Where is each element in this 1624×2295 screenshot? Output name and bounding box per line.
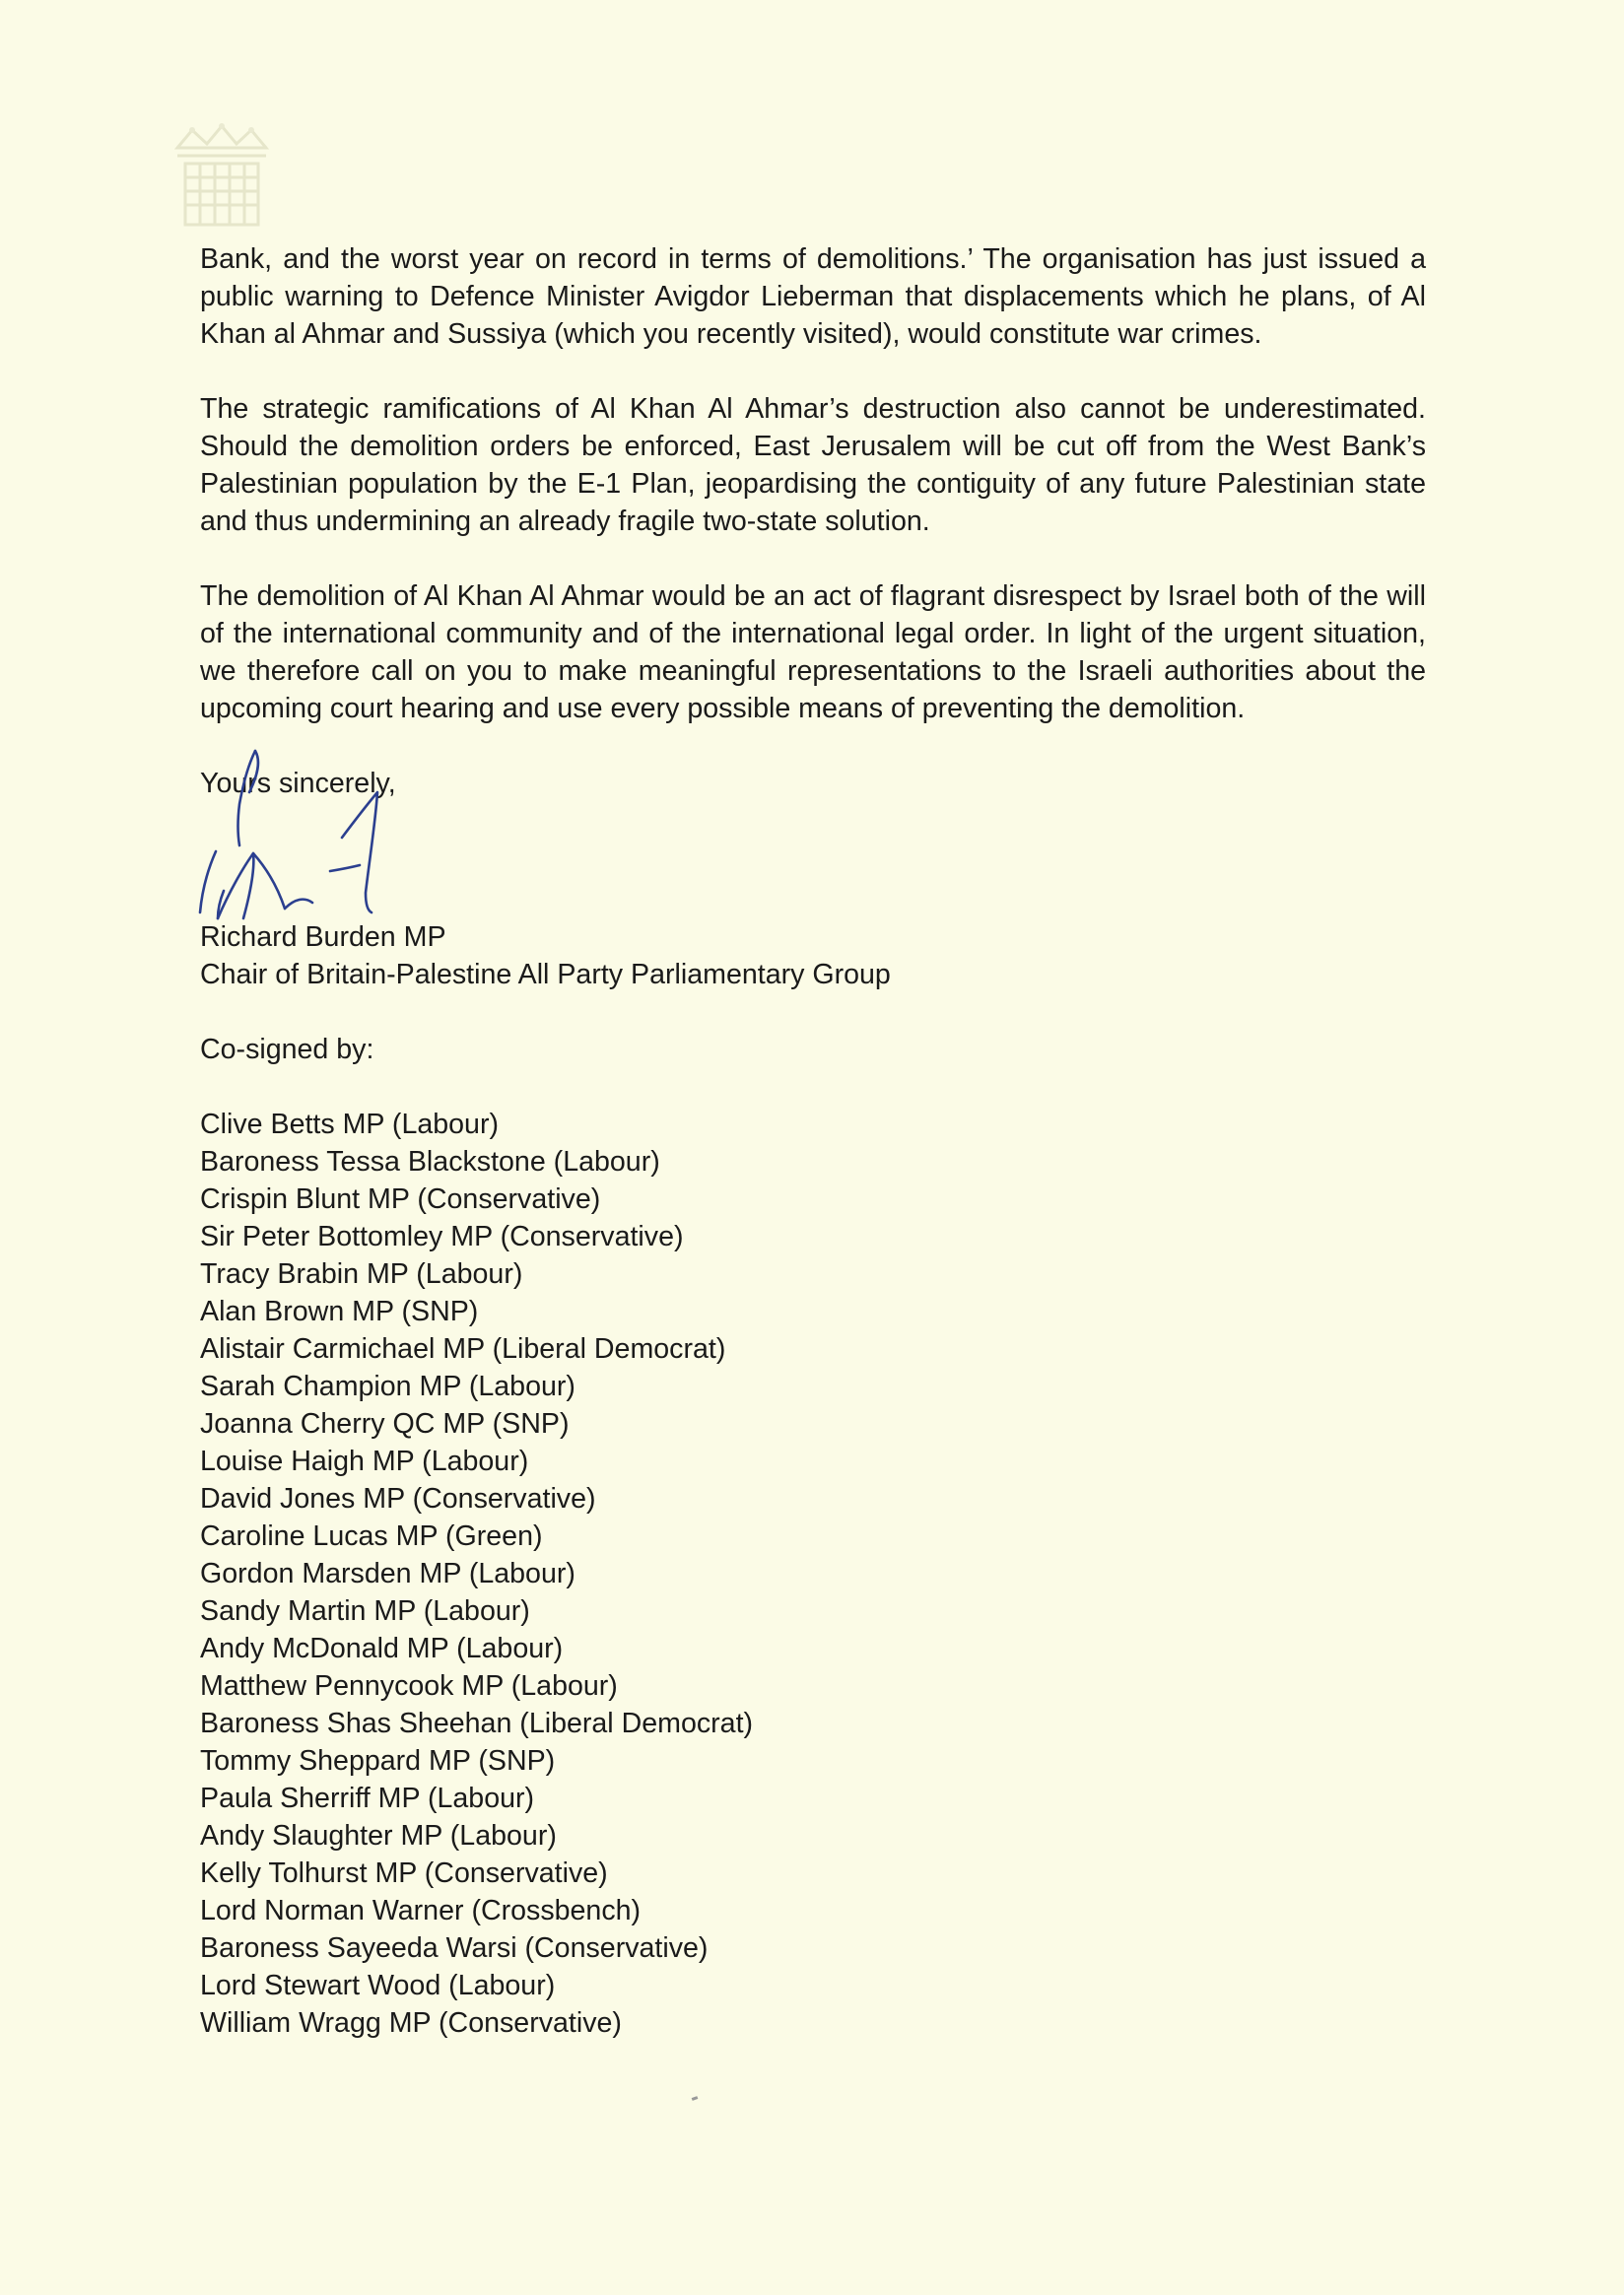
cosigner-item: Sandy Martin MP (Labour) — [200, 1595, 530, 1627]
cosigner-item: Matthew Pennycook MP (Labour) — [200, 1670, 618, 1702]
cosigner-item: Andy McDonald MP (Labour) — [200, 1633, 564, 1664]
cosigner-item: Alistair Carmichael MP (Liberal Democrat) — [200, 1333, 726, 1365]
letter-body — [200, 240, 1426, 2042]
cosigned-label: Co-signed by: — [200, 1034, 374, 1065]
cosigner-item: Paula Sherriff MP (Labour) — [200, 1783, 535, 1814]
signature-area — [200, 802, 1426, 918]
cosigner-item: Gordon Marsden MP (Labour) — [200, 1558, 575, 1589]
cosigner-item: Sarah Champion MP (Labour) — [200, 1371, 575, 1402]
cosigner-item: Sir Peter Bottomley MP (Conservative) — [200, 1221, 684, 1252]
closing-salutation: Yours sincerely, — [200, 768, 396, 799]
cosigner-item: Kelly Tolhurst MP (Conservative) — [200, 1857, 608, 1889]
cosigner-item: Baroness Shas Sheehan (Liberal Democrat) — [200, 1708, 754, 1739]
cosigner-item: Baroness Tessa Blackstone (Labour) — [200, 1146, 660, 1178]
cosigner-item: Tracy Brabin MP (Labour) — [200, 1258, 523, 1290]
cosigner-item: Caroline Lucas MP (Green) — [200, 1520, 543, 1552]
paragraph-3: The demolition of Al Khan Al Ahmar would be an act of flagrant disrespect by Israel both of the will of the international community and of the international legal order. In light of the urgent situation, we therefore call on you to make meaningful representations to the Israeli authorities about the upcoming court hearing and use every possible means of preventing the demolition. — [200, 580, 1426, 724]
cosigner-item: Clive Betts MP (Labour) — [200, 1109, 499, 1140]
cosigner-item: William Wragg MP (Conservative) — [200, 2007, 622, 2039]
cosigner-item: Alan Brown MP (SNP) — [200, 1296, 479, 1327]
cosigner-item: Louise Haigh MP (Labour) — [200, 1446, 529, 1477]
signer-name: Richard Burden MP — [200, 921, 446, 953]
signer-title: Chair of Britain-Palestine All Party Parliamentary Group — [200, 959, 891, 990]
paragraph-1: Bank, and the worst year on record in terms of demolitions.’ The organisation has just issued a public warning to Defence Minister Avigdor Lieberman that displacements which he plans, of Al Khan al Ahmar and Sussiya (which you recently visited), would constitute war crimes. — [200, 243, 1426, 350]
cosigner-item: Lord Norman Warner (Crossbench) — [200, 1895, 642, 1926]
cosigner-item: Baroness Sayeeda Warsi (Conservative) — [200, 1932, 709, 1964]
cosigner-item: Crispin Blunt MP (Conservative) — [200, 1183, 601, 1215]
portcullis-crest-icon — [158, 118, 286, 236]
cosigner-item: Andy Slaughter MP (Labour) — [200, 1820, 557, 1852]
cosigner-list — [200, 1106, 1426, 2042]
paper-speck — [692, 2096, 699, 2101]
cosigner-item: Joanna Cherry QC MP (SNP) — [200, 1408, 570, 1440]
signature-image — [194, 743, 431, 930]
cosigner-item: David Jones MP (Conservative) — [200, 1483, 596, 1515]
cosigner-item: Tommy Sheppard MP (SNP) — [200, 1745, 556, 1777]
paragraph-2: The strategic ramifications of Al Khan Al Ahmar’s destruction also cannot be underestimated. Should the demolition orders be enforced, East Jerusalem will be cut off from the West Bank’s Palestinian population by the E-1 Plan, jeopardising the contiguity of any future Palestinian state and thus undermining an already fragile two-state solution. — [200, 393, 1426, 537]
cosigner-item: Lord Stewart Wood (Labour) — [200, 1970, 556, 2001]
